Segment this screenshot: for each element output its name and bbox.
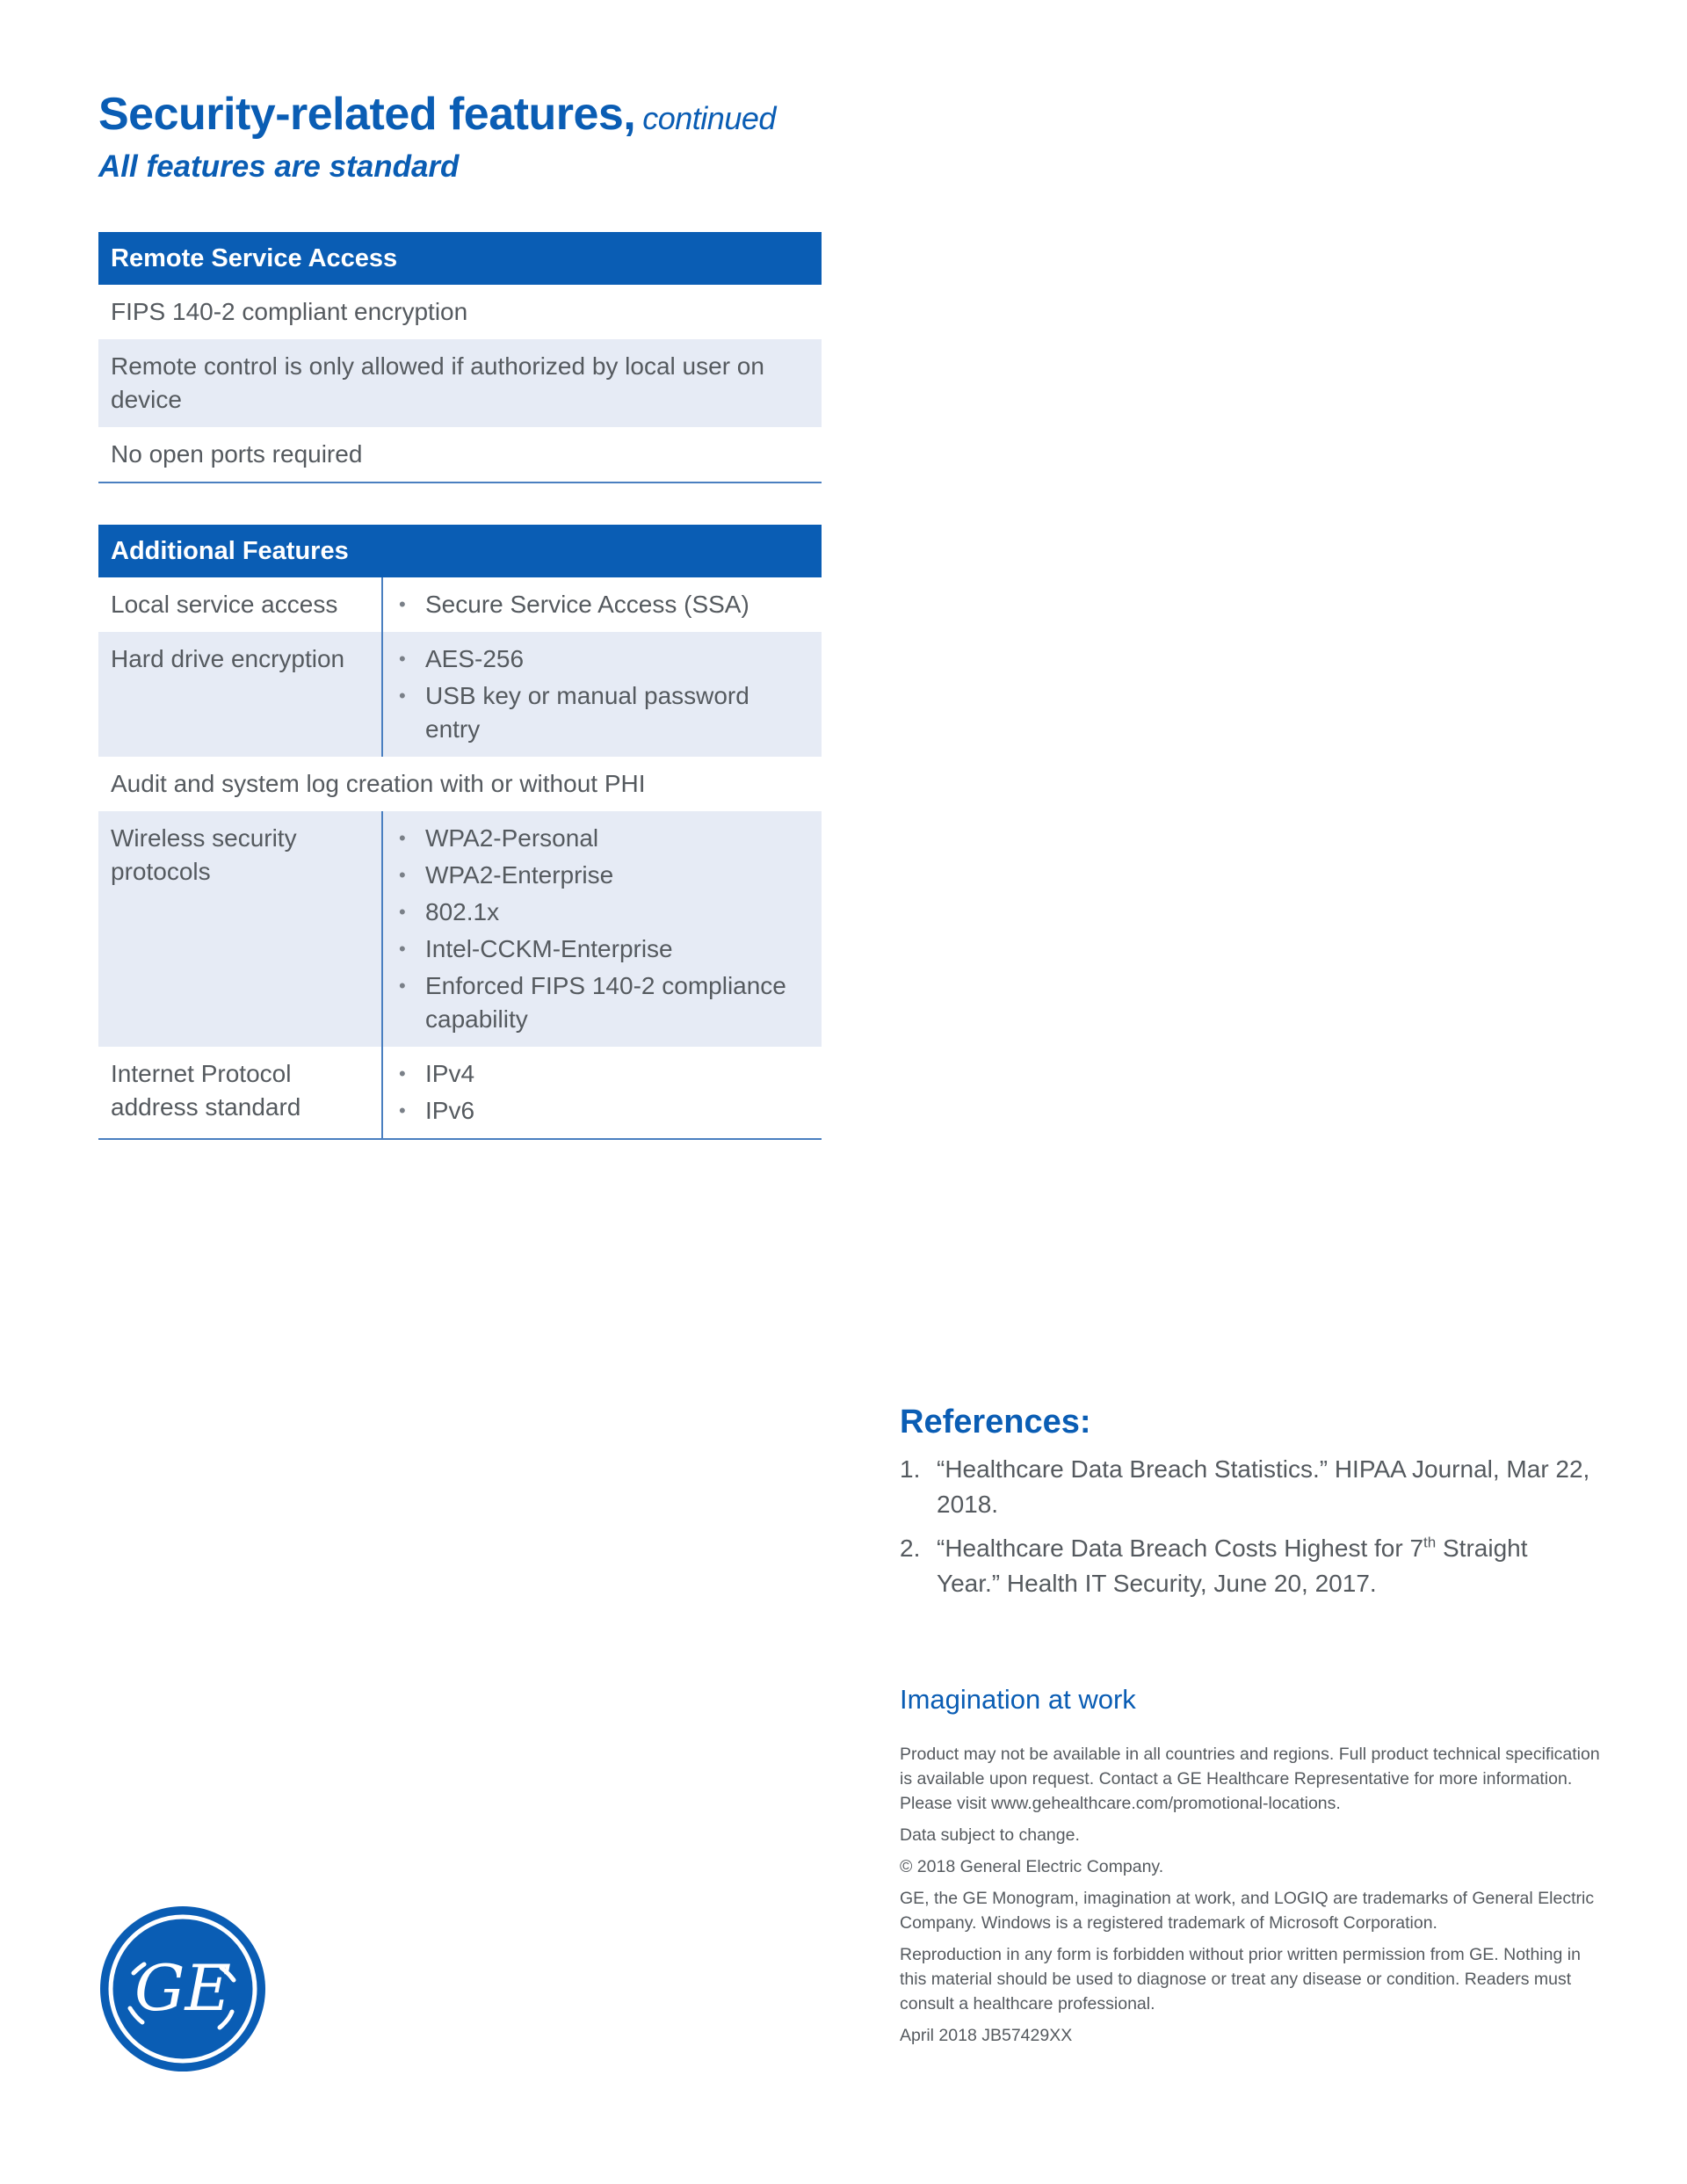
feature-label: Hard drive encryption bbox=[98, 632, 382, 757]
reference-text: “Healthcare Data Breach Costs Highest for 7 bbox=[937, 1535, 1424, 1562]
list-item: • Secure Service Access (SSA) bbox=[395, 588, 809, 621]
table-row: No open ports required bbox=[98, 427, 822, 483]
references-heading: References: bbox=[900, 1404, 1091, 1440]
feature-values bbox=[382, 632, 822, 757]
list-item: • WPA2-Enterprise bbox=[395, 859, 808, 892]
table-row: FIPS 140-2 compliant encryption bbox=[111, 298, 468, 325]
page-subtitle: All features are standard bbox=[98, 149, 460, 184]
legal-notice bbox=[900, 1742, 1603, 2055]
additional-features-heading: Additional Features bbox=[98, 525, 822, 577]
reference-text: “Healthcare Data Breach Statistics.” HIPAA Journal, Mar 22, 2018. bbox=[937, 1455, 1590, 1518]
feature-values bbox=[382, 1047, 822, 1139]
list-item: • 802.1x bbox=[395, 896, 808, 929]
table-row bbox=[98, 339, 822, 427]
reference-item bbox=[900, 1531, 1594, 1601]
tagline: Imagination at work bbox=[900, 1684, 1136, 1715]
reference-number: 1. bbox=[900, 1455, 921, 1483]
legal-paragraph: GE, the GE Monogram, imagination at work, and LOGIQ are trademarks of General Electric Company. Windows is a registered trademark of Microsoft Corporation. bbox=[900, 1889, 1595, 1933]
reference-number: 2. bbox=[900, 1535, 921, 1562]
feature-label bbox=[98, 1047, 382, 1139]
legal-paragraph: Product may not be available in all countries and regions. Full product technical specification is available upon request. Contact a GE Healthcare Representative for more information. Please visit www.gehealthcare.com/promotional-locations. bbox=[900, 1745, 1600, 1813]
feature-label: Audit and system log creation with or without PHI bbox=[111, 770, 646, 797]
list-item: • Enforced FIPS 140-2 compliance capability bbox=[395, 969, 808, 1036]
feature-label-text: Wireless security protocols bbox=[111, 824, 297, 885]
remote-service-access-table bbox=[98, 232, 822, 483]
logo-lettering: GE bbox=[134, 1951, 232, 2025]
page-title-text: Security-related features, bbox=[98, 89, 636, 140]
list-item: • WPA2-Personal bbox=[395, 822, 808, 855]
feature-values bbox=[382, 811, 822, 1047]
feature-label bbox=[98, 811, 382, 1047]
remote-service-access-heading: Remote Service Access bbox=[98, 232, 822, 285]
references-list bbox=[900, 1452, 1594, 1610]
reference-text-continued: Straight Year.” Health IT Security, June 20, 2017. bbox=[937, 1535, 1528, 1597]
page-title bbox=[98, 88, 854, 141]
list-item: • USB key or manual password entry bbox=[395, 679, 782, 746]
list-item: • AES-256 bbox=[395, 642, 782, 676]
additional-features-table bbox=[98, 525, 822, 1140]
list-item: • IPv4 bbox=[395, 1057, 809, 1091]
legal-paragraph: Reproduction in any form is forbidden without prior written permission from GE. Nothing in this material should be used to diagnose or treat any disease or condition. Readers must consult a healthcare professional. bbox=[900, 1945, 1581, 2013]
ge-monogram-icon bbox=[98, 1905, 267, 2073]
list-item: • IPv6 bbox=[395, 1094, 809, 1128]
reference-superscript: th bbox=[1423, 1534, 1437, 1551]
table-row-text: Remote control is only allowed if authorized by local user on device bbox=[111, 352, 764, 413]
legal-paragraph: Data subject to change. bbox=[900, 1825, 1080, 1845]
reference-item bbox=[900, 1452, 1594, 1522]
legal-paragraph: © 2018 General Electric Company. bbox=[900, 1857, 1164, 1876]
feature-values bbox=[382, 577, 822, 632]
list-item: • Intel-CCKM-Enterprise bbox=[395, 932, 808, 966]
feature-label-text: Internet Protocol address standard bbox=[111, 1060, 301, 1121]
document-code: April 2018 JB57429XX bbox=[900, 2026, 1073, 2045]
page-title-suffix: continued bbox=[642, 100, 776, 136]
feature-label: Local service access bbox=[98, 577, 382, 632]
